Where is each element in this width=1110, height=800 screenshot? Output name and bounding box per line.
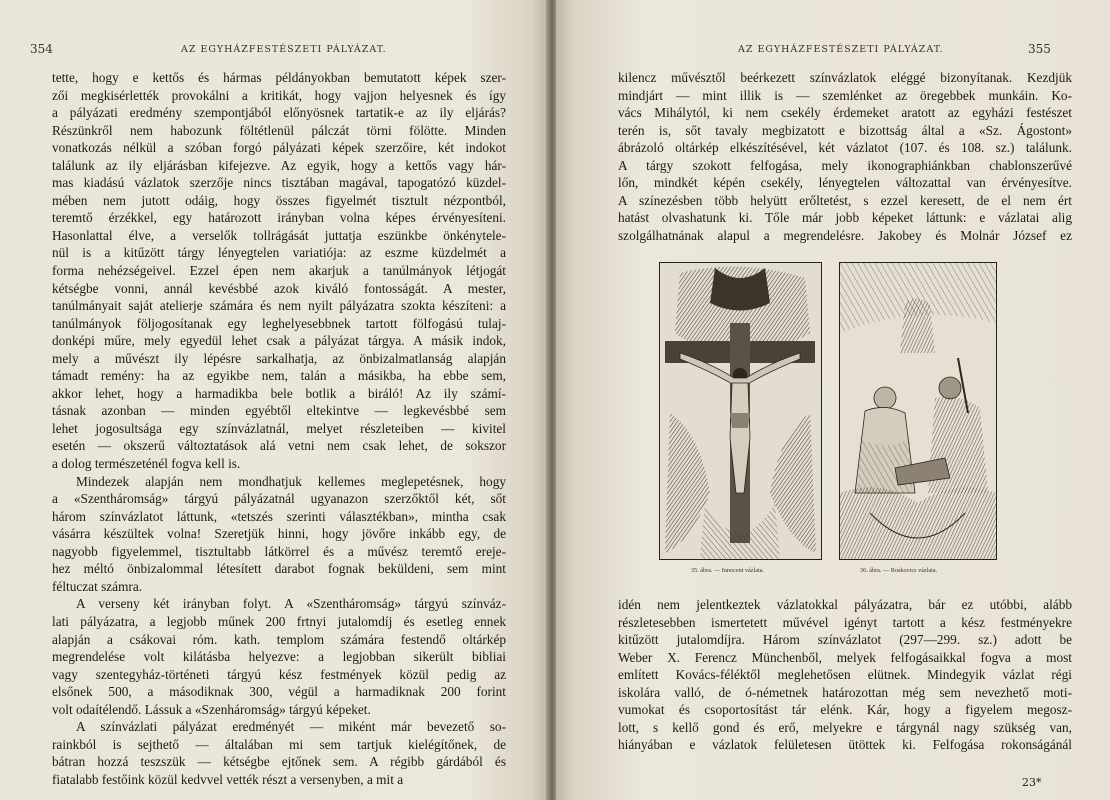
text-line: vásárra készültek volna! Szeretjük hinni, hogy jövőre inkább egy, de xyxy=(52,526,506,542)
text-line: alapján a csákovai róm. kath. templom számára festendő oltárkép xyxy=(52,631,506,647)
text-line: részletesebben ismertetett művével igényt tartott a kész festményekre xyxy=(618,614,1072,630)
text-line: nül is a kitűzött tárgy lényegtelen variatiója: az eszme küzdelmét a xyxy=(52,245,506,261)
text-line: hatást olvashatunk ki. Tőle már jobb képeket láttunk: e vázlatai alig xyxy=(618,210,1072,226)
text-line: tanúlmányok följogosítanak egy leghelyesebbnek tartott fölfogású tulaj- xyxy=(52,315,506,331)
text-line: tásnak azonban — minden egyébtől eltekintve — legkevésbbé sem xyxy=(52,403,506,419)
text-line: hiányában e vázlatok felületesen ütöttek ki. Felfogása rokonságánál xyxy=(618,737,1072,753)
text-line: A színezésben több helyütt erőltetést, s ezzel keresett, de el nem ért xyxy=(618,192,1072,208)
body-text-top xyxy=(618,69,1072,244)
text-line: A tárgy szokott felfogása, mely ikonographiánkban chablonszerűvé xyxy=(618,157,1072,173)
text-line: fiatalabb festőink közül kedvvel vették részt a versenyben, a mit a xyxy=(52,771,404,787)
text-line: donképi műre, mely egyedül lehet csak a pályázat tárgya. A másik indok, xyxy=(52,333,506,349)
text-line: hez méltó önbizalommal létesített darabot fognak beküldeni, sem mint xyxy=(52,561,506,577)
text-line: Mindezek alapján nem mondhatjuk kellemes meglepetésnek, hogy xyxy=(76,473,506,489)
left-page xyxy=(0,0,548,800)
text-line: ábrázoló oltárkép elkészítésével, két vázlatot (107. és 108. sz.) találunk. xyxy=(618,140,1072,156)
text-line: féltuczat számra. xyxy=(52,578,143,594)
text-line: A színvázlati pályázat eredményét — miként már bevezető so- xyxy=(76,719,506,735)
text-line: vács Mihálytól, ki nem csekély érdemeket aratott az egyházi festészet xyxy=(618,105,1072,121)
body-text-bottom xyxy=(618,596,1072,754)
running-head: AZ EGYHÁZFESTÉSZETI PÁLYÁZAT. xyxy=(738,44,944,55)
text-line: esetén — okszerű változtatások alá vetni nem csak lehet, de sokszor xyxy=(52,438,506,454)
text-line: Részünkről nem habozunk föltétlenül pálczát törni fölötte. Minden xyxy=(52,122,506,138)
text-line: tanúlmányait saját atelierje számára és nem nyilt pályázatra szokta készíteni: a xyxy=(52,298,506,314)
trinity-illustration xyxy=(840,263,996,559)
crucifix-illustration xyxy=(660,263,821,559)
text-line: lőn, mindkét képén csekély, lényegtelen változattal van érvényesítve. xyxy=(618,175,1072,191)
text-line: lati pályázatra, a legjobb műnek 200 frtnyi jutalomdíj és esetleg ennek xyxy=(52,613,506,629)
text-line: a pályázati eredmény szempontjából előnyösnek tartatik-e az ily eljárás? xyxy=(52,105,506,121)
text-line: vonatkozás nélkül a szóban forgó pályázati képek szerzőire, két indokot xyxy=(52,140,506,156)
text-line: vumokat és csoportosítást tár elénk. Kár, hogy a figyelem megosz- xyxy=(618,702,1072,718)
text-line: említett Kovács-féléktől meglehetősen elütnek. Mindegyik vázlat régi xyxy=(618,667,1072,683)
text-line: találunk az ily eljárásban kifejezve. Az egyik, hogy a kettős vagy hár- xyxy=(52,157,506,173)
signature-mark: 23* xyxy=(1022,776,1042,789)
text-line: volt odaítélendő. Lássuk a «Szenháromság» tárgyú képeket. xyxy=(52,701,371,717)
figure-trinity-engraving xyxy=(839,262,997,560)
text-line: kétségbe vonni, annál kevésbbé azok kiváló fontosságát. A mester, xyxy=(52,280,506,296)
figure-caption: 35. ábra. — Innocent vázlata. xyxy=(691,567,765,574)
text-line: a «Szentháromság» tárgyú pályázatnál ugyanazon szerzőktől két, sőt xyxy=(52,491,506,507)
text-line: megrendelése volt kilátásba helyezve: a legjobban sikerült bibliai xyxy=(52,649,506,665)
figure-caption: 36. ábra. — Roskovics vázlata. xyxy=(860,567,938,574)
text-line: elsőnek 500, a másodiknak 300, végül a harmadiknak 200 forint xyxy=(52,684,506,700)
text-line: kilencz művésztől beérkezett színvázlatok eléggé bizonyítanak. Kezdjük xyxy=(618,70,1072,85)
text-line: terén is, sőt tavaly megbizatott e bizottság által a «Sz. Ágostont» xyxy=(618,122,1072,138)
body-text xyxy=(52,69,506,788)
page-number: 355 xyxy=(1028,42,1051,56)
text-line: kitűzött jutalomdíjra. Három színvázlatot (297—299. sz.) adott be xyxy=(618,632,1072,648)
text-line: teremtő érzékkel, egy határozott irányban volna képes érvényesíteni. xyxy=(52,210,506,226)
text-line: mas kiadású vázlatok szerzője nincs tisztában magával, tapogatózó küzdel- xyxy=(52,175,506,191)
text-line: mében nem jutott odáig, hogy összes figyelmét tisztult nézpontból, xyxy=(52,192,506,208)
text-line: szolgálhatnának alapul a megrendelésre. Jakobey és Molnár József ez xyxy=(618,227,1072,243)
text-line: bátran hozzá teszszük — kétségbe ejtőnek sem. A régibb gárdából és xyxy=(52,754,506,770)
text-line: vagy szentegyház-történeti tárgyú kész festmények közül pedig az xyxy=(52,666,506,682)
figure-crucifix-engraving xyxy=(659,262,822,560)
text-line: iskolára valló, de ó-németnek határozottan még sem nevezhető moti- xyxy=(618,684,1072,700)
text-line: zői megkisérlették provokálni a kritikát, hogy vajjon helyesnek és így xyxy=(52,87,506,103)
text-line: forma nehézségeivel. Ezzel épen nem akarjuk a tanúlmányok létjogát xyxy=(52,263,506,279)
text-line: mely a művészt ily lépésre sarkalhatja, az önbizalmatlanság alapján xyxy=(52,350,506,366)
text-line: akkor lehet, hogy a harmadikba bele botlik a biráló! Az ily számí- xyxy=(52,385,506,401)
text-line: nagyobb figyelemmel, tisztultabb látkörrel és a művész teremtő ereje- xyxy=(52,543,506,559)
text-line: rainkból is sejthető — általában mi sem tartjuk kielégítőnek, de xyxy=(52,736,506,752)
text-line: három színvázlatot láttunk, «tetszés szerinti választékban», mintha csak xyxy=(52,508,506,524)
text-line: támadt remény: ha az egyikbe nem, talán a másikba, ha ebbe sem, xyxy=(52,368,506,384)
text-line: tette, hogy e kettős és hármas példányokban bemutatott képek szer- xyxy=(52,70,506,85)
text-line: lott, s kellő gond és erő, melyekre e tárgynál nagy szükség van, xyxy=(618,719,1072,735)
text-line: lehet jogosultsága egy színvázlatnál, melyet részleteiben — kivitel xyxy=(52,420,506,436)
page-number: 354 xyxy=(30,42,53,56)
right-page xyxy=(556,0,1110,800)
running-head: AZ EGYHÁZFESTÉSZETI PÁLYÁZAT. xyxy=(181,44,387,55)
text-line: Weber X. Ferencz Münchenből, melyek felfogásaikkal fogva a most xyxy=(618,649,1072,665)
text-line: idén nem jelentkeztek vázlatokkal pályázatra, bár ez utóbbi, alább xyxy=(618,597,1072,612)
text-line: a dolog természeténél fogva kell is. xyxy=(52,456,241,472)
text-line: A verseny két irányban folyt. A «Szentháromság» tárgyú színváz- xyxy=(76,596,506,612)
text-line: Hasonlattal élve, a verselők tollrágását juttatja eszünkbe önkénytele- xyxy=(52,227,506,243)
text-line: mindjárt — mint illik is — szemlénket az öregebbek munkáin. Ko- xyxy=(618,87,1072,103)
